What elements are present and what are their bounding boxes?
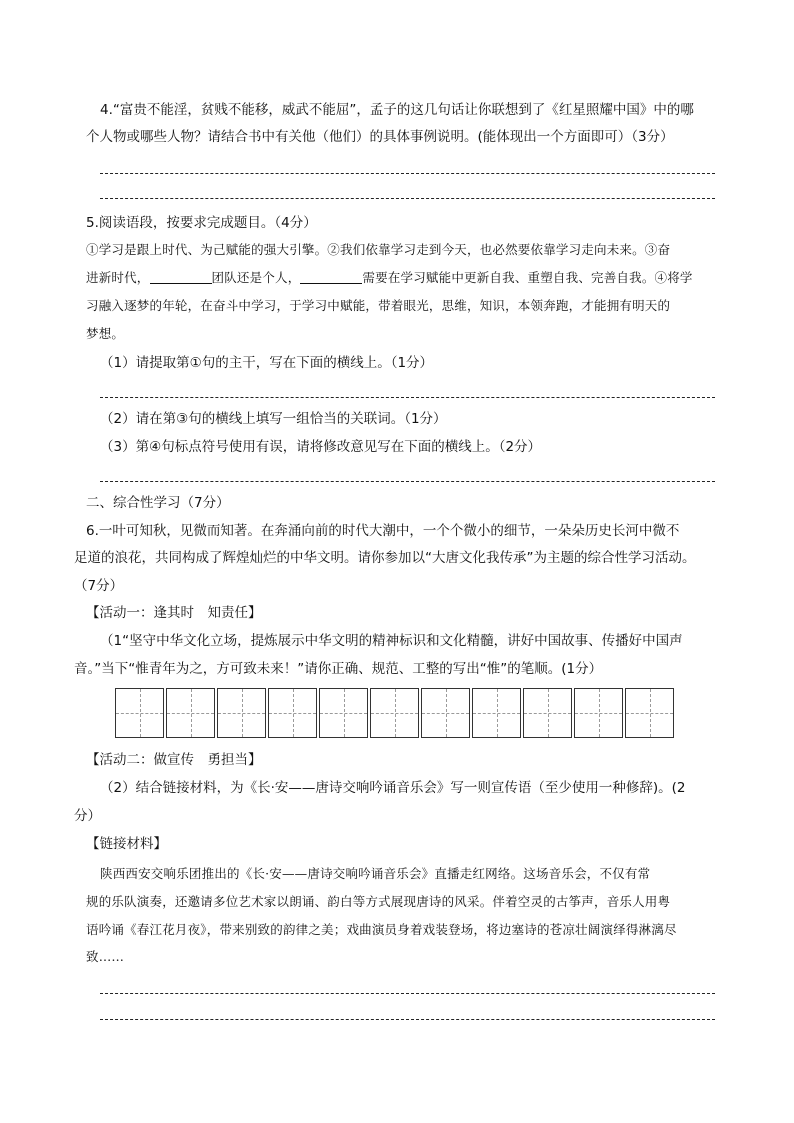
writing-cell[interactable] bbox=[625, 688, 674, 738]
activity-1-heading: 【活动一：逢其时 知责任】 bbox=[86, 605, 262, 621]
q5-passage-text: 团队还是个人， bbox=[211, 270, 301, 285]
q5-passage-line-4: 梦想。 bbox=[86, 326, 125, 341]
writing-cell[interactable] bbox=[217, 688, 266, 738]
link-material-line-4: 致…… bbox=[86, 949, 125, 964]
q4-line-1: 4.“富贵不能淫，贫贱不能移，威武不能屈”，孟子的这几句话让你联想到了《红星照耀中国》中的哪 bbox=[100, 102, 694, 118]
q5-sub-question-3: （3）第④句标点符号使用有误，请将修改意见写在下面的横线上。（2分） bbox=[100, 439, 542, 455]
q5-passage-line-1: ①学习是跟上时代、为己赋能的强大引擎。②我们依靠学习走到今天，也必然要依靠学习走向未来。③奋 bbox=[86, 242, 671, 257]
answer-line[interactable] bbox=[100, 397, 715, 398]
answer-line[interactable] bbox=[100, 993, 715, 994]
link-material-title: 【链接材料】 bbox=[86, 836, 167, 852]
q6-line-3: （7分） bbox=[74, 578, 124, 594]
writing-cell[interactable] bbox=[472, 688, 521, 738]
link-material-line-3: 语吟诵《春江花月夜》，带来别致的韵律之美；戏曲演员身着戏装登场，将边塞诗的苍凉壮阔演绎得淋漓尽 bbox=[86, 922, 677, 937]
activity-2-question-line-2: 分） bbox=[74, 808, 101, 824]
link-material-line-2: 规的乐队演奏，还邀请多位艺术家以朗诵、韵白等方式展现唐诗的风采。伴着空灵的古筝声，音乐人用粤 bbox=[86, 894, 671, 909]
stroke-order-grid bbox=[115, 688, 676, 740]
q5-passage-line-3: 习融入逐梦的年轮，在奋斗中学习，于学习中赋能，带着眼光，思维，知识，本领奔跑，才能拥有明天的 bbox=[86, 298, 671, 313]
answer-line[interactable] bbox=[100, 481, 715, 482]
q5-sub-question-1: （1）请提取第①句的主干，写在下面的横线上。（1分） bbox=[100, 355, 434, 371]
answer-line[interactable] bbox=[100, 198, 715, 199]
q4-line-2: 个人物或哪些人物？请结合书中有关他（他们）的具体事例说明。(能体现出一个方面即可）（3分） bbox=[86, 129, 674, 145]
activity-2-heading: 【活动二：做宣传 勇担当】 bbox=[86, 752, 262, 768]
q5-title: 5.阅读语段，按要求完成题目。（4分） bbox=[86, 215, 317, 231]
q6-line-1: 6.一叶可知秋，见微而知著。在奔涌向前的时代大潮中，一个个微小的细节，一朵朵历史长河中微不 bbox=[86, 523, 680, 539]
q5-passage-text: 进新时代， bbox=[86, 270, 150, 285]
writing-cell[interactable] bbox=[370, 688, 419, 738]
writing-cell[interactable] bbox=[115, 688, 164, 738]
writing-cell[interactable] bbox=[166, 688, 215, 738]
writing-cell[interactable] bbox=[268, 688, 317, 738]
conjunction-blank-2[interactable] bbox=[300, 269, 362, 284]
answer-line[interactable] bbox=[100, 1019, 715, 1020]
activity-1-question-line-2: 音。”当下“惟青年为之，方可致未来！”请你正确、规范、工整的写出“惟”的笔顺。(1分） bbox=[74, 661, 603, 677]
q5-passage-line-2 bbox=[86, 268, 693, 288]
writing-cell[interactable] bbox=[523, 688, 572, 738]
link-material-line-1: 陕西西安交响乐团推出的《长·安——唐诗交响吟诵音乐会》直播走红网络。这场音乐会，不仅有常 bbox=[100, 866, 651, 881]
writing-cell[interactable] bbox=[421, 688, 470, 738]
writing-cell[interactable] bbox=[319, 688, 368, 738]
section-2-title: 二、综合性学习（7分） bbox=[86, 495, 230, 511]
activity-1-question-line-1: （1“坚守中华文化立场，提炼展示中华文明的精神标识和文化精髓，讲好中国故事、传播好中国声 bbox=[100, 633, 683, 649]
activity-2-question-line-1: （2）结合链接材料，为《长·安——唐诗交响吟诵音乐会》写一则宣传语（至少使用一种修辞)。(2 bbox=[100, 780, 686, 796]
answer-line[interactable] bbox=[100, 173, 715, 174]
q6-line-2: 足道的浪花，共同构成了辉煌灿烂的中华文明。请你参加以“大唐文化我传承”为主题的综合性学习活动。 bbox=[74, 550, 696, 566]
conjunction-blank-1[interactable] bbox=[150, 269, 212, 284]
q5-passage-text: 需要在学习赋能中更新自我、重塑自我、完善自我。④将学 bbox=[362, 270, 693, 285]
writing-cell[interactable] bbox=[574, 688, 623, 738]
q5-sub-question-2: （2）请在第③句的横线上填写一组恰当的关联词。（1分） bbox=[100, 411, 447, 427]
